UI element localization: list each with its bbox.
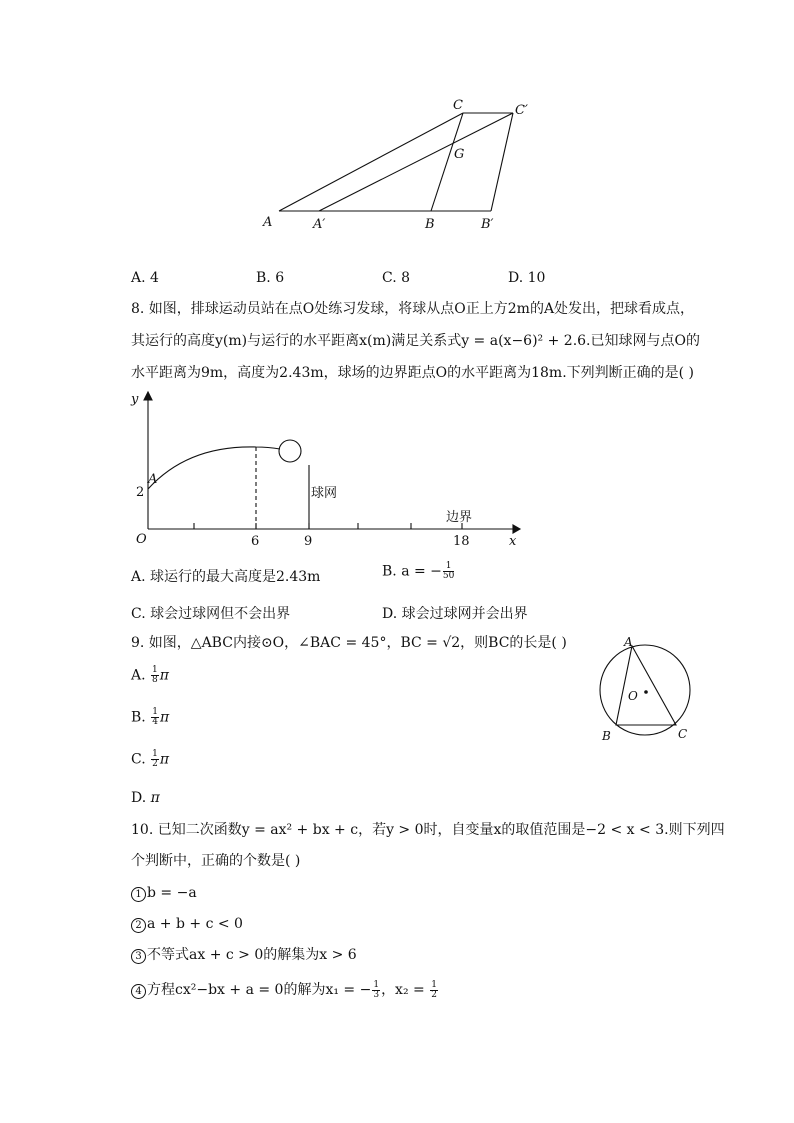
q9-stem: 9. 如图，△ABC内接⊙O，∠BAC = 45°，BC = √2，则BC的长是( )	[131, 635, 567, 651]
trajectory-curve	[148, 447, 280, 489]
fraction-numerator: 1	[373, 979, 380, 990]
fraction-numerator: 1	[431, 979, 437, 990]
fraction-denominator: 2	[431, 989, 437, 1000]
q9-option-d[interactable]	[131, 790, 160, 806]
item-text: a + b + c < 0	[147, 916, 243, 932]
pi-symbol: π	[150, 790, 160, 806]
q10-item-2	[131, 914, 243, 934]
inscribed-triangle-figure	[592, 630, 702, 745]
item-text: ，x₂ =	[381, 982, 430, 998]
q7-option-d[interactable]: D. 10	[508, 270, 546, 286]
q8-stem-line-2: 其运行的高度y(m)与运行的水平距离x(m)满足关系式y = a(x−6)² + 2.6.已知球网与点O的	[131, 333, 700, 349]
pi-symbol: π	[159, 709, 170, 726]
x-tick-label-18: 18	[453, 534, 470, 549]
q10-stem-line-1: 10. 已知二次函数y = ax² + bx + c，若y > 0时，自变量x的取值范围是−2 < x < 3.则下列四	[131, 822, 725, 838]
q9-option-b[interactable]	[131, 708, 169, 727]
label-b-prime: B′	[481, 217, 494, 232]
circle-o	[600, 645, 690, 735]
q10-item-4	[131, 980, 439, 1000]
label-c: C	[678, 727, 688, 741]
q8-option-a[interactable]: A. 球运行的最大高度是2.43m	[131, 569, 321, 585]
point-a-label: A	[148, 472, 158, 487]
x-tick-label-6: 6	[251, 534, 260, 549]
x-tick-label-9: 9	[304, 534, 313, 549]
circled-number: 3	[131, 949, 146, 964]
q8-option-b[interactable]	[382, 562, 455, 581]
q7-option-b[interactable]: B. 6	[256, 270, 285, 286]
ball-icon	[279, 440, 301, 462]
q7-option-a[interactable]: A. 4	[131, 270, 159, 286]
label-o: O	[628, 689, 638, 703]
q8-option-c[interactable]: C. 球会过球网但不会出界	[131, 606, 291, 622]
option-letter: C.	[131, 751, 146, 768]
center-point	[644, 690, 648, 694]
q9-option-c-fraction	[151, 750, 159, 769]
q8-stem-line-3: 水平距离为9m，高度为2.43m，球场的边界距点O的水平距离为18m.下列判断正确的是( )	[131, 365, 695, 381]
option-letter: A.	[131, 667, 146, 684]
pi-symbol: π	[159, 667, 169, 684]
fraction-denominator: 3	[373, 989, 380, 1000]
q9-option-a[interactable]	[131, 666, 169, 685]
q10-item-3	[131, 945, 357, 965]
x-axis-label: x	[509, 534, 517, 549]
y-axis-label: y	[131, 392, 139, 407]
line-a-prime-c-prime	[319, 113, 513, 211]
fraction-denominator: 2	[152, 759, 158, 769]
q8-stem-line-1: 8. 如图，排球运动员站在点O处练习发球，将球从点O正上方2m的A处发出，把球看成点，	[131, 301, 695, 317]
x-axis-arrow-icon	[513, 525, 520, 533]
q7-option-c[interactable]: C. 8	[382, 270, 411, 286]
geometry-figure	[255, 92, 545, 237]
fraction-numerator: 1	[152, 749, 158, 759]
circled-number: 1	[131, 887, 146, 902]
fraction	[430, 981, 438, 1000]
q8-option-d[interactable]: D. 球会过球网并会出界	[382, 606, 528, 622]
triangle-abc	[616, 646, 676, 725]
q10-item-1	[131, 883, 197, 903]
item-text: 方程cx²−bx + a = 0的解为x₁ = −	[147, 982, 372, 998]
item-text: 不等式ax + c > 0的解集为x > 6	[147, 947, 357, 963]
label-c: C	[453, 98, 463, 113]
fraction-numerator: 1	[152, 665, 158, 675]
q10-stem-line-2: 个判断中，正确的个数是( )	[131, 853, 301, 869]
option-letter: D.	[131, 790, 147, 806]
item-text: b = −a	[147, 885, 197, 901]
volleyball-trajectory-graph	[128, 390, 528, 550]
label-a: A	[263, 215, 273, 230]
fraction-denominator: 4	[152, 717, 158, 727]
circled-number: 2	[131, 918, 146, 933]
circled-number: 4	[131, 984, 146, 999]
fraction	[372, 981, 380, 1000]
label-b: B	[425, 217, 435, 232]
origin-label: O	[136, 532, 147, 547]
label-a-prime: A′	[313, 217, 326, 232]
q9-option-a-fraction	[151, 666, 159, 685]
label-a: A	[624, 635, 633, 649]
fraction-denominator: 8	[152, 675, 158, 685]
line-c-prime-b-prime	[491, 113, 513, 211]
fraction-numerator: 1	[152, 707, 158, 717]
boundary-label: 边界	[446, 510, 473, 525]
y-axis-arrow-icon	[144, 392, 152, 400]
q8-option-b-fraction	[443, 562, 454, 581]
option-letter: B.	[131, 709, 146, 726]
y-tick-label-2: 2	[136, 485, 145, 500]
q9-option-c[interactable]	[131, 750, 169, 769]
label-g: G	[454, 147, 465, 162]
label-b: B	[602, 729, 611, 743]
fraction-denominator: 50	[442, 571, 455, 581]
pi-symbol: π	[159, 751, 170, 768]
net-label: 球网	[311, 486, 338, 501]
q9-option-b-fraction	[151, 708, 159, 727]
label-c-prime: C′	[515, 103, 528, 118]
fraction-numerator: 1	[443, 562, 454, 572]
q8-option-b-prefix: B. a = −	[382, 563, 442, 580]
